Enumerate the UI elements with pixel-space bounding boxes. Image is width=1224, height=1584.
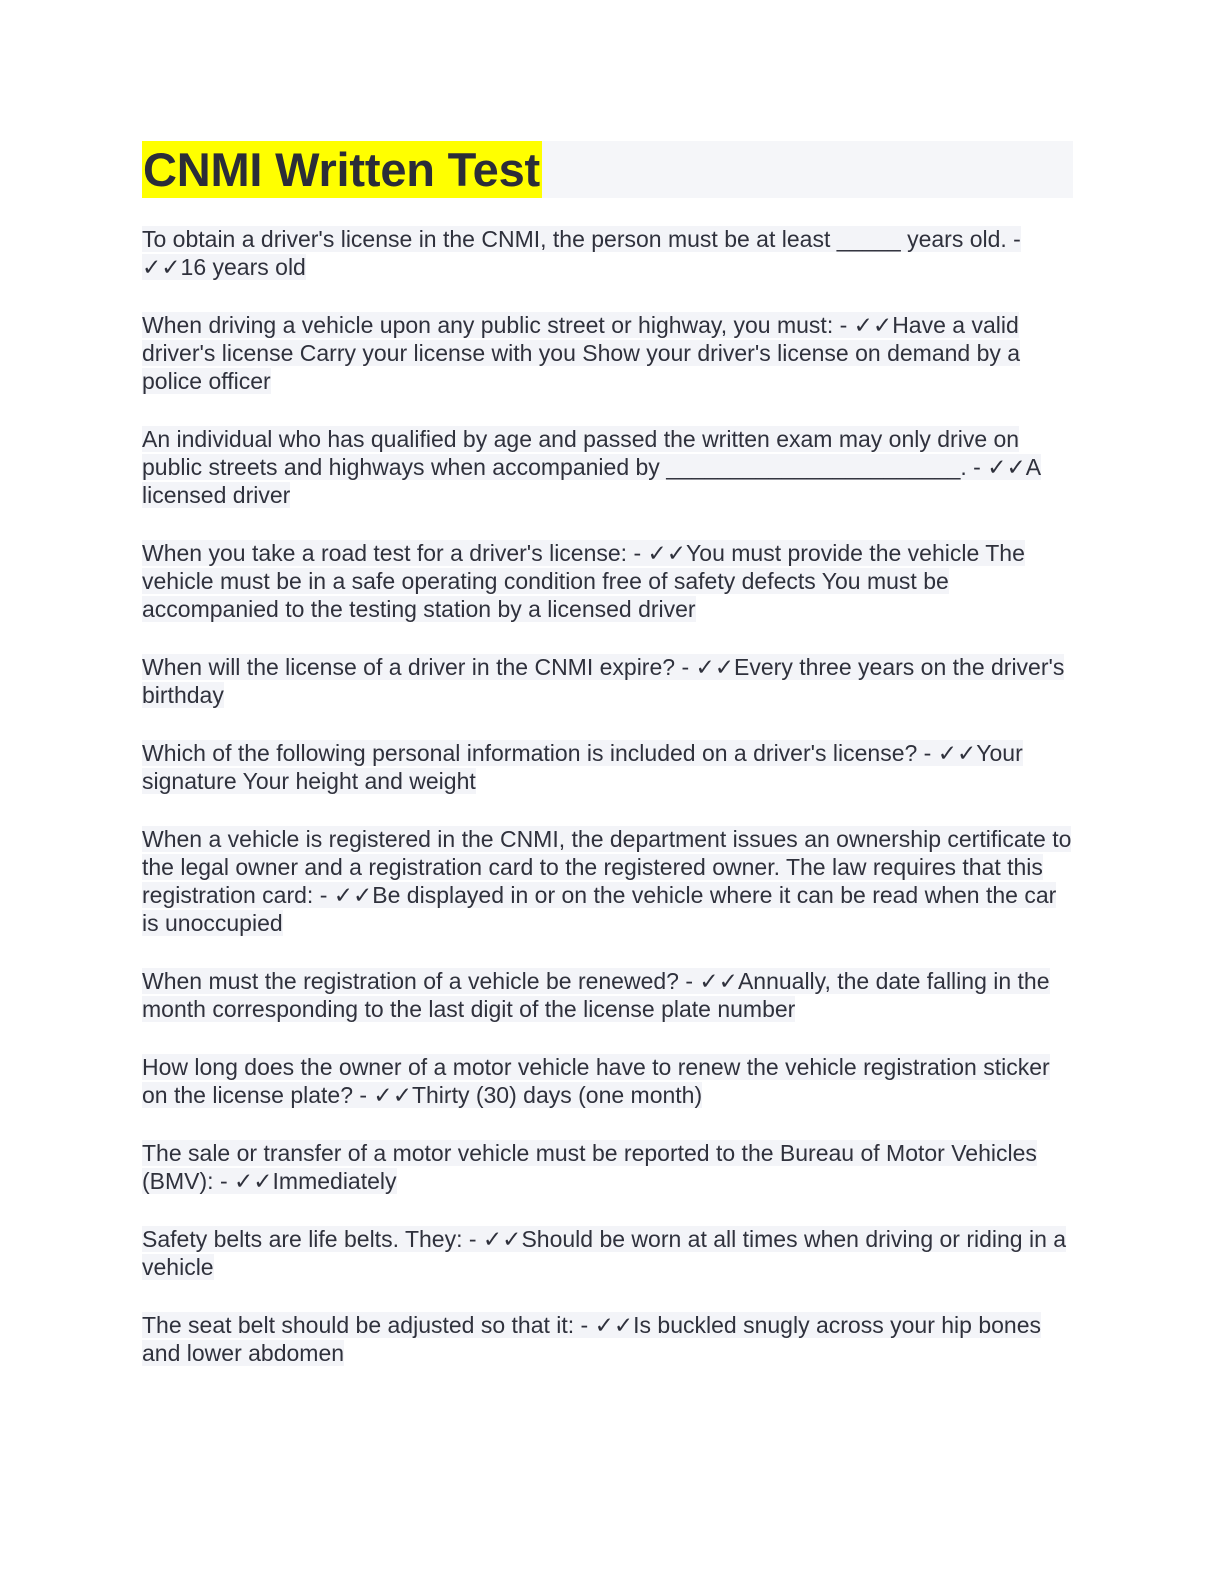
question-item xyxy=(142,425,1073,509)
question-item xyxy=(142,1139,1073,1195)
question-item xyxy=(142,539,1073,623)
question-text: Safety belts are life belts. They: - ✓✓Should be worn at all times when driving or riding in a vehicle xyxy=(142,1226,1067,1280)
question-text: When you take a road test for a driver's license: - ✓✓You must provide the vehicle The vehicle must be in a safe operating condition free of safety defects You must be accompanied to the testing station by a licensed driver xyxy=(142,540,1025,622)
question-text: When driving a vehicle upon any public street or highway, you must: - ✓✓Have a valid driver's license Carry your license with you Show your driver's license on demand by a police officer xyxy=(142,312,1021,394)
document-page xyxy=(142,141,1073,1397)
question-item xyxy=(142,653,1073,709)
question-item xyxy=(142,825,1073,937)
question-text: When must the registration of a vehicle be renewed? - ✓✓Annually, the date falling in the month corresponding to the last digit of the license plate number xyxy=(142,968,1050,1022)
question-list xyxy=(142,225,1073,1367)
question-text: How long does the owner of a motor vehicle have to renew the vehicle registration sticker on the license plate? - ✓✓Thirty (30) days (one month) xyxy=(142,1054,1050,1108)
question-text: When a vehicle is registered in the CNMI, the department issues an ownership certificate to the legal owner and a registration card to the registered owner. The law requires that this registration card: - ✓✓Be displayed in or on the vehicle where it can be read when the car is unoccupied xyxy=(142,826,1072,936)
question-item xyxy=(142,225,1073,281)
question-text: To obtain a driver's license in the CNMI, the person must be at least _____ years old. - ✓✓16 years old xyxy=(142,226,1021,280)
question-text: The seat belt should be adjusted so that it: - ✓✓Is buckled snugly across your hip bones and lower abdomen xyxy=(142,1312,1041,1366)
question-text: An individual who has qualified by age and passed the written exam may only drive on public streets and highways when accompanied by _______________________. - ✓✓A licensed driver xyxy=(142,426,1042,508)
document-title: CNMI Written Test xyxy=(143,143,540,196)
question-text: Which of the following personal information is included on a driver's license? - ✓✓Your signature Your height and weight xyxy=(142,740,1023,794)
question-item xyxy=(142,311,1073,395)
question-item xyxy=(142,1311,1073,1367)
question-item xyxy=(142,967,1073,1023)
question-item xyxy=(142,1225,1073,1281)
question-item xyxy=(142,739,1073,795)
title-bar xyxy=(142,141,1073,198)
question-text: When will the license of a driver in the CNMI expire? - ✓✓Every three years on the driver's birthday xyxy=(142,654,1065,708)
question-item xyxy=(142,1053,1073,1109)
question-text: The sale or transfer of a motor vehicle must be reported to the Bureau of Motor Vehicles (BMV): - ✓✓Immediately xyxy=(142,1140,1037,1194)
